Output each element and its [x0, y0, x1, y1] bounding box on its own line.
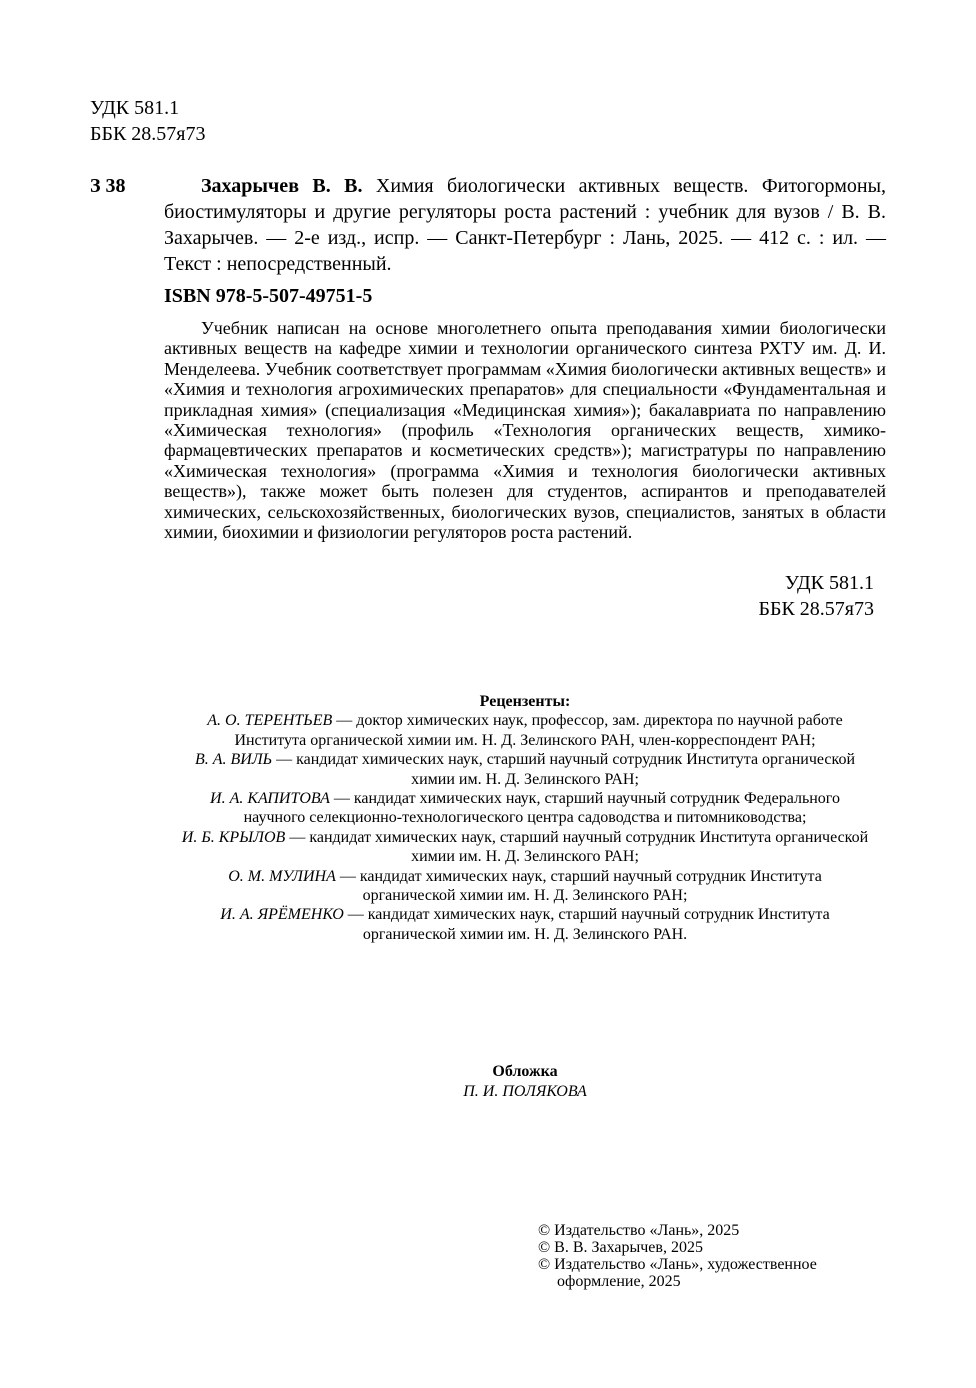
classification-codes-top	[90, 95, 206, 147]
reviewer-line2: химии им. Н. Д. Зелинского РАН;	[411, 848, 639, 866]
annotation: Учебник написан на основе многолетнего опыта преподавания химии биологически активных веществ на кафедре химии и технологии органического синтеза РХТУ им. Д. И. Менделеева. Учебник соответствует программам «Химия биологически активных веществ» и «Химия и технология агрохимических препаратов» для специальности «Фундаментальная и прикладная химия» (специализация «Медицинская химия»); бакалавриата по направлению «Химическая технология» (профиль «Технология органических веществ, химико-фармацевтических препаратов и косметических средств»); магистратуры по направлению «Химическая технология» (программа «Химия и технология биологически активных веществ»), также может быть полезен для студентов, аспирантов и преподавателей химических, сельскохозяйственных, биологических вузов, специалистов, занятых в области химии, биохимии и физиологии регуляторов роста растений.	[164, 318, 886, 543]
reviewer-name: А. О. ТЕРЕНТЬЕВ	[207, 712, 333, 730]
reviewer-entry	[140, 711, 910, 750]
copyright-block	[538, 1222, 938, 1290]
reviewer-line2: органической химии им. Н. Д. Зелинского РАН.	[362, 925, 688, 943]
reviewer-entry	[140, 905, 910, 944]
cover-title: Обложка	[492, 1063, 558, 1080]
reviewer-name: И. Б. КРЫЛОВ	[181, 828, 286, 846]
bbk-code: ББК 28.57я73	[90, 123, 206, 145]
cover-credit	[400, 1062, 650, 1102]
copyright-line: © Издательство «Лань», художественное	[538, 1256, 817, 1273]
classification-codes-bottom	[700, 570, 874, 622]
bbk-code-bottom: ББК 28.57я73	[758, 598, 874, 620]
reviewer-name: В. А. ВИЛЬ	[194, 751, 273, 769]
isbn: ISBN 978-5-507-49751-5	[164, 285, 373, 307]
reviewer-name: И. А. ЯРЁМЕНКО	[220, 906, 344, 924]
reviewer-line2: органической химии им. Н. Д. Зелинского РАН;	[362, 887, 688, 905]
udk-code: УДК 581.1	[90, 97, 180, 119]
reviewer-line1: — кандидат химических наук, старший научный сотрудник Института	[335, 867, 822, 885]
copyright-line: © В. В. Захарычев, 2025	[538, 1239, 703, 1256]
copyright-line: оформление, 2025	[557, 1273, 681, 1290]
copyright-line: © Издательство «Лань», 2025	[538, 1222, 740, 1239]
reviewers-title: Рецензенты:	[479, 693, 571, 710]
reviewer-name: И. А. КАПИТОВА	[210, 790, 330, 808]
reviewer-line2: Института органической химии им. Н. Д. Зелинского РАН, член-корреспондент РАН;	[234, 731, 816, 749]
reviewer-entry	[140, 750, 910, 789]
cover-designer: П. И. ПОЛЯКОВА	[463, 1083, 587, 1100]
udk-code-bottom: УДК 581.1	[784, 572, 874, 594]
reviewer-entry	[140, 828, 910, 867]
bibliographic-description	[164, 173, 886, 277]
reviewer-line2: химии им. Н. Д. Зелинского РАН;	[411, 770, 639, 788]
reviewer-line2: научного селекционно-технологического центра садоводства и питомниководства;	[243, 809, 807, 827]
biblio-text: Химия биологически активных веществ. Фитогормоны, биостимуляторы и другие регуляторы роста растений : учебник для вузов / В. В. Захарычев. — 2-е изд., испр. — Санкт-Петербург : Лань, 2025. — 412 с. : ил. — Текст : непосредственный.	[164, 175, 887, 275]
biblio-author: Захарычев В. В.	[201, 175, 363, 197]
reviewer-entry	[140, 789, 910, 828]
reviewers-block	[140, 692, 910, 944]
reviewer-entry	[140, 867, 910, 906]
author-sign: З 38	[90, 175, 126, 197]
reviewer-line1: — кандидат химических наук, старший научный сотрудник Федерального	[329, 790, 840, 808]
reviewer-name: О. М. МУЛИНА	[228, 867, 336, 885]
reviewer-line1: — кандидат химических наук, старший научный сотрудник Института	[343, 906, 830, 924]
reviewer-line1: — доктор химических наук, профессор, зам. директора по научной работе	[332, 712, 843, 730]
reviewer-line1: — кандидат химических наук, старший научный сотрудник Института органической	[285, 828, 869, 846]
reviewer-line1: — кандидат химических наук, старший научный сотрудник Института органической	[272, 751, 856, 769]
